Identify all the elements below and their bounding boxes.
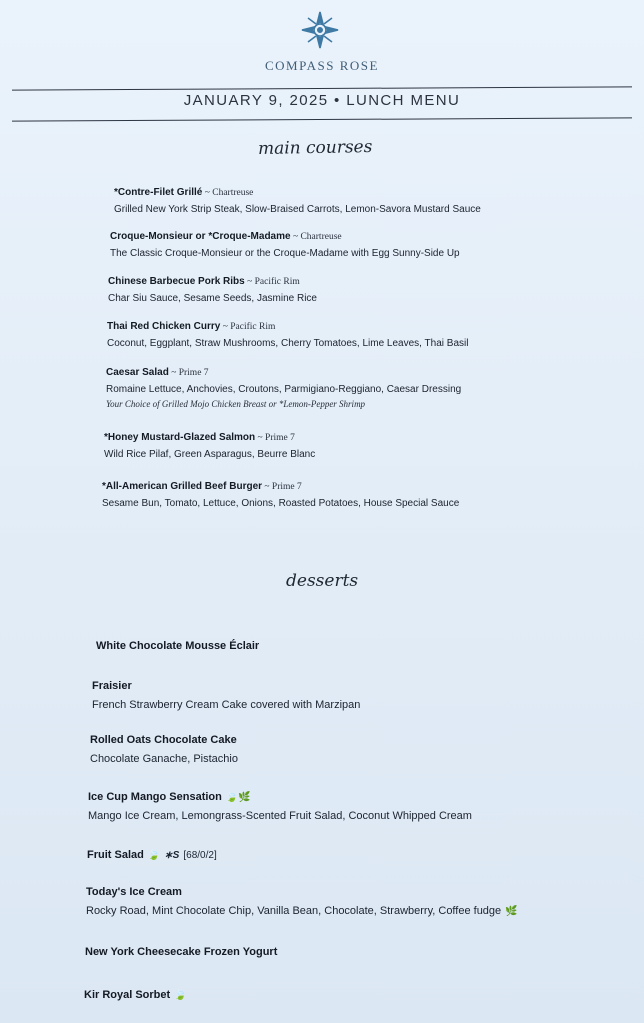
dessert-item	[90, 730, 238, 765]
dessert-description-text: Rocky Road, Mint Chocolate Chip, Vanilla Bean, Chocolate, Strawberry, Coffee fudge	[86, 905, 502, 917]
dessert-name: Fruit Salad	[87, 849, 144, 861]
dessert-name: Fraisier	[92, 680, 132, 692]
dish-item	[110, 226, 460, 259]
divider-top	[12, 86, 632, 90]
dish-item	[106, 362, 461, 409]
menu-title: JANUARY 9, 2025 • LUNCH MENU	[183, 92, 461, 109]
dessert-name: Kir Royal Sorbet	[84, 989, 171, 1001]
main-courses-heading: main courses	[257, 137, 373, 159]
dish-description: The Classic Croque-Monsieur or the Croque-Madame with Egg Sunny-Side Up	[110, 248, 460, 259]
dish-item	[102, 476, 459, 509]
divider-bottom	[12, 117, 632, 121]
dish-origin: ~ Pacific Rim	[244, 277, 300, 287]
dish-description: Romaine Lettuce, Anchovies, Croutons, Parmigiano-Reggiano, Caesar Dressing	[106, 384, 462, 395]
dish-item	[104, 427, 315, 460]
vegan-leaf-icon: 🍃	[174, 990, 187, 1001]
dessert-name: Today's Ice Cream	[86, 886, 182, 898]
nutrition-code: [68/0/2]	[183, 850, 217, 861]
diet-marks-icon: 🍃🌿	[225, 792, 251, 803]
dessert-item	[88, 787, 472, 822]
dish-item	[114, 182, 481, 215]
dessert-description	[86, 905, 518, 917]
dish-name: *Honey Mustard-Glazed Salmon	[104, 432, 256, 443]
dish-name: Chinese Barbecue Pork Ribs	[108, 276, 245, 287]
dish-origin: ~ Chartreuse	[290, 232, 342, 242]
dessert-item	[84, 985, 187, 1003]
dessert-name: White Chocolate Mousse Éclair	[96, 640, 260, 652]
dessert-item	[96, 636, 259, 654]
dessert-name: Rolled Oats Chocolate Cake	[90, 734, 237, 746]
dish-name: Caesar Salad	[106, 367, 169, 378]
dish-origin: ~ Prime 7	[168, 368, 209, 378]
dish-name: *Contre-Filet Grillé	[114, 187, 203, 198]
dessert-item	[86, 882, 518, 917]
dish-description: Grilled New York Strip Steak, Slow-Braised Carrots, Lemon-Savora Mustard Sauce	[114, 204, 481, 215]
brand-name: COMPASS ROSE	[265, 58, 379, 73]
dish-item	[107, 316, 468, 349]
dish-name: *All-American Grilled Beef Burger	[102, 481, 263, 492]
dish-name: Croque-Monsieur or *Croque-Madame	[110, 231, 291, 242]
dish-origin: ~ Prime 7	[262, 482, 302, 492]
nut-icon: 🌿	[505, 906, 518, 917]
dessert-description: Chocolate Ganache, Pistachio	[90, 753, 238, 765]
dessert-item	[85, 942, 277, 960]
dish-origin: ~ Pacific Rim	[220, 322, 276, 332]
dish-item	[108, 271, 317, 304]
dish-note: Your Choice of Grilled Mojo Chicken Breast or *Lemon-Pepper Shrimp	[106, 399, 366, 409]
vegan-leaf-icon: 🍃	[147, 850, 161, 861]
dessert-description: French Strawberry Cream Cake covered with Marzipan	[92, 699, 361, 711]
desserts-heading: desserts	[286, 571, 359, 591]
dish-description: Coconut, Eggplant, Straw Mushrooms, Cherry Tomatoes, Lime Leaves, Thai Basil	[107, 338, 469, 349]
dessert-description: Mango Ice Cream, Lemongrass-Scented Fruit Salad, Coconut Whipped Cream	[88, 810, 472, 822]
dish-description: Sesame Bun, Tomato, Lettuce, Onions, Roasted Potatoes, House Special Sauce	[102, 498, 460, 509]
dessert-item	[87, 845, 217, 863]
dessert-name: Ice Cup Mango Sensation	[88, 791, 222, 803]
dish-origin: ~ Prime 7	[255, 433, 295, 443]
dish-origin: ~ Chartreuse	[202, 188, 254, 198]
compass-rose-logo-icon	[300, 10, 340, 50]
dish-description: Char Siu Sauce, Sesame Seeds, Jasmine Rice	[108, 293, 317, 304]
dessert-name: New York Cheesecake Frozen Yogurt	[85, 946, 278, 958]
dish-description: Wild Rice Pilaf, Green Asparagus, Beurre Blanc	[104, 449, 316, 460]
dish-name: Thai Red Chicken Curry	[107, 321, 221, 332]
dessert-item	[92, 676, 360, 711]
sugar-free-symbol: ∗S	[164, 850, 180, 861]
